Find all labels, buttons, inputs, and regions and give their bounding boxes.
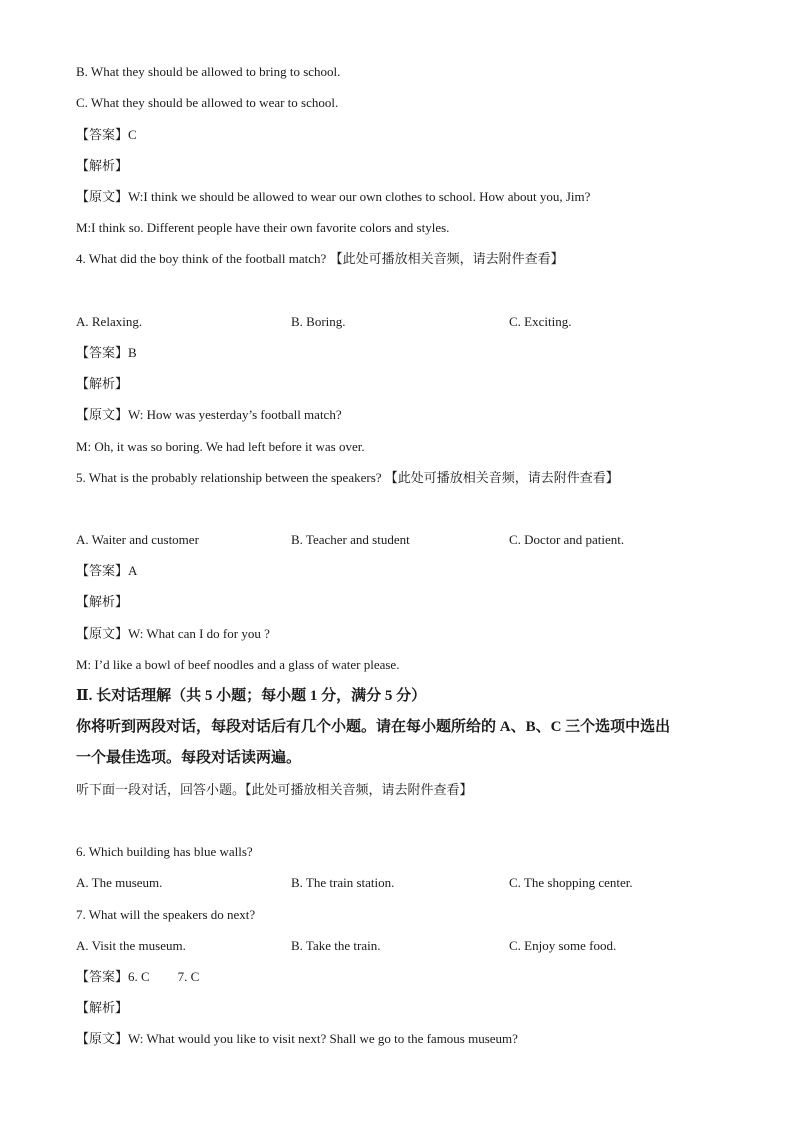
q5-option-b: B. Teacher and student [291, 532, 410, 547]
q7-question: 7. What will the speakers do next? [76, 907, 256, 922]
q3-option-b: B. What they should be allowed to bring to school. [76, 64, 341, 79]
q3-analysis: 【解析】 [76, 158, 129, 173]
q6-7-answer [76, 968, 199, 986]
q4-original-m: M: Oh, it was so boring. We had left before it was over. [76, 439, 365, 454]
q6-option-c: C. The shopping center. [509, 875, 633, 890]
q6-option-b: B. The train station. [291, 875, 395, 890]
q5-answer: 【答案】A [76, 563, 138, 578]
q4-question: 4. What did the boy think of the football match? 【此处可播放相关音频，请去附件查看】 [76, 251, 564, 266]
q3-original-w: 【原文】W:I think we should be allowed to wear our own clothes to school. How about you, Jim? [76, 189, 591, 204]
section2-instruction-2: 一个最佳选项。每段对话读两遍。 [76, 750, 302, 766]
q4-analysis: 【解析】 [76, 376, 129, 391]
q6-7-original-w: 【原文】W: What would you like to visit next? Shall we go to the famous museum? [76, 1031, 518, 1046]
q7-option-b: B. Take the train. [291, 938, 381, 953]
q3-answer: 【答案】C [76, 127, 137, 142]
q7-option-c: C. Enjoy some food. [509, 938, 617, 953]
q6-question: 6. Which building has blue walls? [76, 844, 253, 859]
q6-7-analysis: 【解析】 [76, 1000, 129, 1015]
section2-instruction-1: 你将听到两段对话，每段对话后有几个小题。请在每小题所给的 A、B、C 三个选项中选出 [76, 719, 671, 735]
q5-original-m: M: I’d like a bowl of beef noodles and a glass of water please. [76, 657, 400, 672]
q7-option-a: A. Visit the museum. [76, 938, 186, 953]
q5-original-w: 【原文】W: What can I do for you ? [76, 626, 270, 641]
q5-option-c: C. Doctor and patient. [509, 532, 625, 547]
q5-question: 5. What is the probably relationship between the speakers? 【此处可播放相关音频，请去附件查看】 [76, 470, 619, 485]
q4-option-a: A. Relaxing. [76, 314, 143, 329]
section2-heading: Ⅱ. 长对话理解（共 5 小题；每小题 1 分，满分 5 分） [76, 688, 427, 704]
q4-option-c: C. Exciting. [509, 314, 572, 329]
q6-option-a: A. The museum. [76, 875, 163, 890]
q4-original-w: 【原文】W: How was yesterday’s football match? [76, 407, 342, 422]
section2-listen-prompt: 听下面一段对话，回答小题。【此处可播放相关音频，请去附件查看】 [76, 782, 473, 797]
q5-analysis: 【解析】 [76, 594, 129, 609]
q3-original-m: M:I think so. Different people have their own favorite colors and styles. [76, 220, 450, 235]
q7-answer: 7. C [177, 969, 200, 984]
q4-option-b: B. Boring. [291, 314, 346, 329]
q5-option-a: A. Waiter and customer [76, 532, 199, 547]
q6-answer: 【答案】6. C [76, 969, 150, 984]
q3-option-c: C. What they should be allowed to wear to school. [76, 95, 339, 110]
q4-answer: 【答案】B [76, 345, 137, 360]
